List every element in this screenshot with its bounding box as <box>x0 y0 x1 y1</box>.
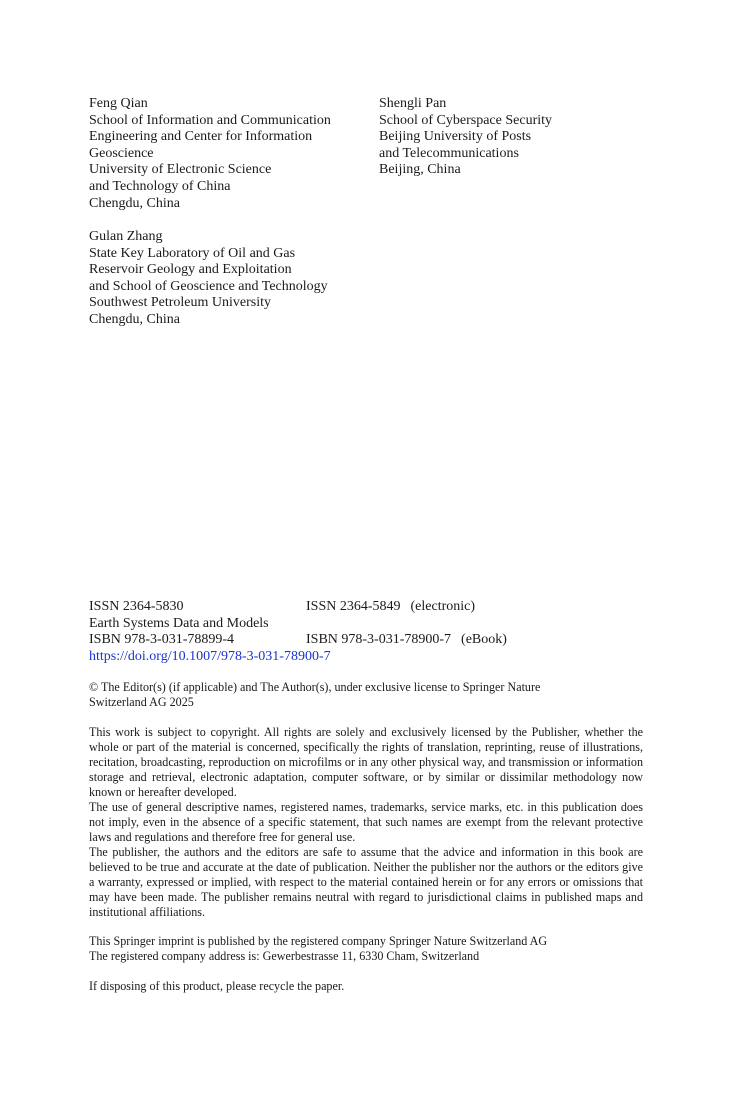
author-block-feng-qian <box>89 96 331 212</box>
series-row <box>89 616 649 633</box>
isbn-row <box>89 632 649 649</box>
affiliation-line: State Key Laboratory of Oil and Gas <box>89 245 296 261</box>
publisher-line: This Springer imprint is published by the registered company Springer Nature Switzerland AG <box>89 934 548 948</box>
affiliation-line: and Telecommunications <box>379 145 519 161</box>
copyright-notice <box>89 680 643 710</box>
affiliation-line: Engineering and Center for Information <box>89 129 313 145</box>
issn-print: ISSN 2364-5830 <box>89 599 184 614</box>
affiliation-line: Reservoir Geology and Exploitation <box>89 262 292 278</box>
publisher-info <box>89 934 643 964</box>
issn-electronic: ISSN 2364-5849 <box>306 599 401 614</box>
doi-link[interactable]: https://doi.org/10.1007/978-3-031-78900-7 <box>89 648 331 664</box>
publisher-address: The registered company address is: Gewerbestrasse 11, 6330 Cham, Switzerland <box>89 949 480 963</box>
author-name: Gulan Zhang <box>89 229 163 244</box>
isbn-print: ISBN 978-3-031-78899-4 <box>89 632 235 648</box>
isbn-ebook-group <box>306 632 507 649</box>
series-title: Earth Systems Data and Models <box>89 615 269 631</box>
legal-paragraph-copyright: This work is subject to copyright. All rights are solely and exclusively licensed by the Publisher, whether the whole or part of the material is concerned, specifically the rights of translation, reprinting, reuse of illustrations, recitation, broadcasting, reproduction on microfilms or in any other physical way, and transmission or information storage and retrieval, electronic adaptation, computer software, or by similar or dissimilar methodology now known or hereafter developed. <box>89 725 643 799</box>
affiliation-line: Chengdu, China <box>89 195 180 211</box>
doi-row <box>89 649 649 666</box>
author-name: Feng Qian <box>89 96 148 111</box>
isbn-ebook: ISBN 978-3-031-78900-7 <box>306 632 452 648</box>
affiliation-line: Southwest Petroleum University <box>89 295 271 311</box>
author-name: Shengli Pan <box>379 96 447 111</box>
affiliation-line: Geoscience <box>89 145 154 161</box>
affiliation-line: Beijing University of Posts <box>379 129 532 145</box>
legal-paragraph-trademarks: The use of general descriptive names, registered names, trademarks, service marks, etc. in this publication does not imply, even in the absence of a specific statement, that such names are exempt from the relevant protective laws and regulations and therefore free for general use. <box>89 800 643 844</box>
legal-paragraph-disclaimer: The publisher, the authors and the editors are safe to assume that the advice and information in this book are believed to be true and accurate at the date of publication. Neither the publisher nor the authors or the editors give a warranty, expressed or implied, with respect to the material contained herein or for any errors or omissions that may have been made. The publisher remains neutral with regard to jurisdictional claims in published maps and institutional affiliations. <box>89 845 643 919</box>
author-block-shengli-pan <box>379 96 552 179</box>
author-block-gulan-zhang <box>89 229 328 329</box>
copyright-line: Switzerland AG 2025 <box>89 695 194 709</box>
issn-electronic-group <box>306 599 475 616</box>
issn-row <box>89 599 649 616</box>
legal-notice <box>89 725 643 920</box>
affiliation-line: School of Cyberspace Security <box>379 112 553 128</box>
issn-electronic-note: (electronic) <box>410 599 476 614</box>
affiliation-line: School of Information and Communication <box>89 112 331 128</box>
affiliation-line: and Technology of China <box>89 178 231 194</box>
affiliation-line: Chengdu, China <box>89 311 180 327</box>
affiliation-line: and School of Geoscience and Technology <box>89 278 328 294</box>
recycle-notice: If disposing of this product, please recycle the paper. <box>89 979 345 993</box>
bibliographic-info <box>89 599 649 665</box>
copyright-line: © The Editor(s) (if applicable) and The Author(s), under exclusive license to Springer Nature <box>89 680 541 694</box>
affiliation-line: University of Electronic Science <box>89 162 272 178</box>
affiliation-line: Beijing, China <box>379 162 461 178</box>
isbn-ebook-note: (eBook) <box>461 632 507 648</box>
